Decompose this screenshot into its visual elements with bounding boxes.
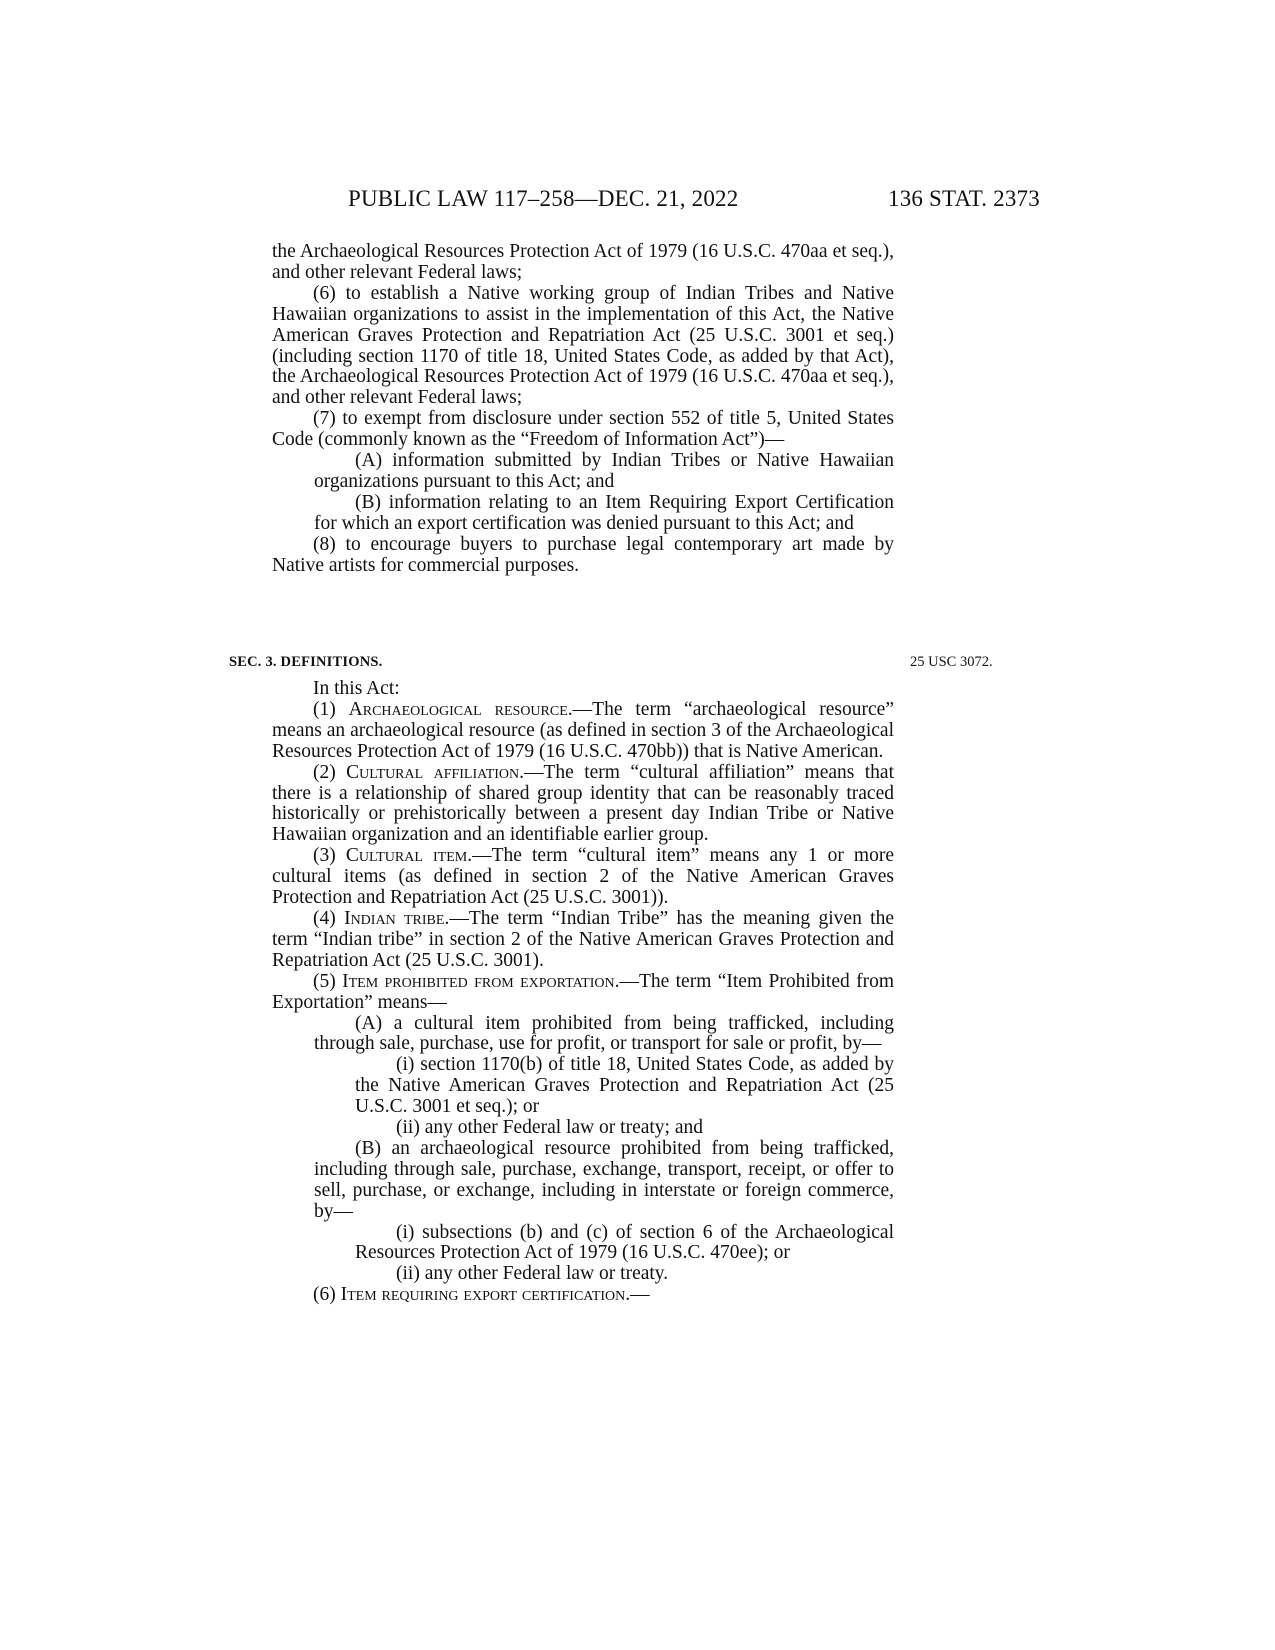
page-stat-number: 136 STAT. 2373: [888, 186, 1040, 211]
definition-5-a-i: (i) section 1170(b) of title 18, United States Code, as added by the Native American Graves Protection and Repatriation Act (25 U.S.C. 3001 et seq.); or: [355, 1054, 894, 1118]
definition-2: (2) Cultural affiliation.—The term “cultural affiliation” means that there is a relationship of shared group identity that can be reasonably traced historically or prehistorically between a present day Indian Tribe or Native Hawaiian organization and an identifiable earlier group.: [272, 761, 894, 846]
purpose-7: (7) to exempt from disclosure under section 552 of title 5, United States Code (commonly known as the “Freedom of Information Act”)—: [272, 408, 894, 451]
purpose-8: (8) to encourage buyers to purchase legal contemporary art made by Native artists for commercial purposes.: [272, 533, 894, 576]
term-item-prohibited: Item prohibited from exportation.: [342, 970, 620, 992]
purpose-6: (6) to establish a Native working group of Indian Tribes and Native Hawaiian organizations to assist in the implementation of this Act, the Native American Graves Protection and Repatriation Act (25 U.S.C. 3001 et seq.) (including section 1170 of title 18, United States Code, as added by that Act), the Archaeological Resources Protection Act of 1979 (16 U.S.C. 470aa et seq.), and other relevant Federal laws;: [272, 282, 894, 409]
definition-5-a-ii: (ii) any other Federal law or treaty; and: [396, 1117, 704, 1139]
purpose-7-b: (B) information relating to an Item Requiring Export Certification for which an export certification was denied pursuant to this Act; and: [314, 491, 894, 534]
purpose-7-a: (A) information submitted by Indian Tribes or Native Hawaiian organizations pursuant to this Act; and: [314, 450, 894, 492]
definitions-section: [272, 679, 894, 1306]
term-indian-tribe: Indian tribe.: [344, 907, 450, 929]
running-head-title: PUBLIC LAW 117–258—DEC. 21, 2022: [348, 186, 739, 211]
purposes-continued: [272, 242, 894, 577]
definition-5-b: (B) an archaeological resource prohibited from being trafficked, including through sale, purchase, exchange, transport, receipt, or offer to sell, purchase, or exchange, including in interstate or foreign commerce, by—: [314, 1137, 894, 1222]
definition-6: (6) Item requiring export certification.—: [313, 1284, 650, 1306]
margin-citation: 25 USC 3072.: [910, 654, 993, 670]
definition-5: (5) Item prohibited from exportation.—The term “Item Prohibited from Exportation” means—: [272, 970, 894, 1013]
definition-3: (3) Cultural item.—The term “cultural item” means any 1 or more cultural items (as defined in section 2 of the Native American Graves Protection and Repatriation Act (25 U.S.C. 3001)).: [272, 845, 894, 909]
term-archaeological-resource: Archaeological resource.: [348, 698, 573, 720]
definition-4: (4) Indian tribe.—The term “Indian Tribe” has the meaning given the term “Indian tribe” in section 2 of the Native American Graves Protection and Repatriation Act (25 U.S.C. 3001).: [272, 907, 894, 971]
definition-5-b-i: (i) subsections (b) and (c) of section 6 of the Archaeological Resources Protection Act of 1979 (16 U.S.C. 470ee); or: [355, 1221, 894, 1264]
term-cultural-affiliation: Cultural affiliation.: [346, 761, 525, 783]
term-cultural-item: Cultural item.: [345, 845, 473, 867]
definitions-intro: In this Act:: [313, 678, 400, 699]
section-heading: SEC. 3. DEFINITIONS.: [229, 654, 383, 670]
definition-5-b-ii: (ii) any other Federal law or treaty.: [396, 1263, 669, 1285]
definition-1: (1) Archaeological resource.—The term “archaeological resource” means an archaeological resource (as defined in section 3 of the Archaeological Resources Protection Act of 1979 (16 U.S.C. 470bb)) that is Native American.: [272, 698, 894, 762]
paragraph-continuation: the Archaeological Resources Protection Act of 1979 (16 U.S.C. 470aa et seq.), and other relevant Federal laws;: [272, 241, 894, 283]
definition-5-a: (A) a cultural item prohibited from being trafficked, including through sale, purchase, use for profit, or transport for sale or profit, by—: [314, 1012, 894, 1055]
term-item-requiring-export: Item requiring export certification.: [340, 1284, 631, 1306]
